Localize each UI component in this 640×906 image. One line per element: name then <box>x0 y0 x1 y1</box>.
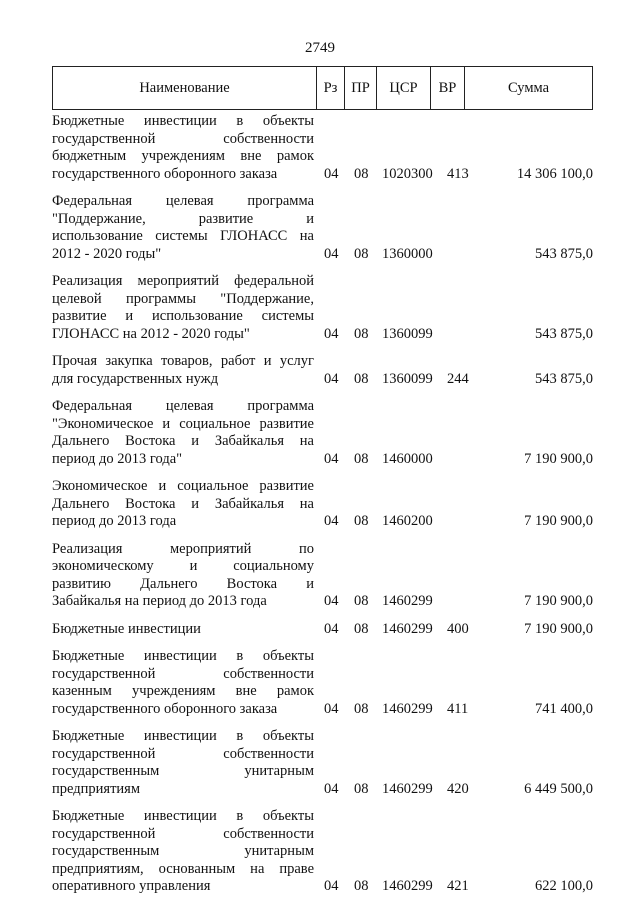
row-name-line: Реализация мероприятий федеральной <box>52 273 314 289</box>
row-csr: 1360099 <box>382 325 433 342</box>
row-name-line: Дальнего Востока и Забайкалья на <box>52 495 314 512</box>
row-pr: 08 <box>354 450 369 467</box>
row-name-line: государственного оборонного заказа <box>52 165 278 182</box>
row-name <box>52 541 314 611</box>
row-name-line: экономическому и социальному <box>52 558 314 574</box>
row-name-line: целевой программы "Поддержание, <box>52 290 314 307</box>
header-rz: Рз <box>317 67 345 109</box>
row-rz: 04 <box>324 450 339 467</box>
row-name-line: развитию Дальнего Востока и <box>52 575 314 592</box>
row-rz: 04 <box>324 620 339 637</box>
row-name-line: Дальнего Востока и Забайкалья на <box>52 433 314 449</box>
row-pr: 08 <box>354 620 369 637</box>
row-name <box>52 728 314 798</box>
row-name-line: использование системы ГЛОНАСС на <box>52 228 314 244</box>
row-name <box>52 113 314 183</box>
table-row <box>52 478 593 531</box>
row-rz: 04 <box>324 165 339 182</box>
row-name-line: период до 2013 года" <box>52 450 183 467</box>
row-name-line: "Экономическое и социальное развитие <box>52 415 314 432</box>
row-name-line: период до 2013 года <box>52 513 177 529</box>
row-name <box>52 621 314 639</box>
table-row <box>52 648 593 718</box>
row-name-line: "Поддержание, развитие и <box>52 210 314 227</box>
row-csr: 1460000 <box>382 450 433 467</box>
row-name-line: предприятиям, основанным на праве <box>52 860 314 877</box>
row-csr: 1020300 <box>382 165 433 182</box>
table-row <box>52 353 593 388</box>
row-sum: 543 875,0 <box>535 325 593 342</box>
row-rz: 04 <box>324 513 339 529</box>
row-rz: 04 <box>324 700 339 717</box>
row-name-line: государственным унитарным <box>52 763 314 779</box>
row-csr: 1460299 <box>382 593 433 609</box>
row-vr: 413 <box>447 165 469 182</box>
row-name-line: государственной собственности <box>52 130 314 147</box>
row-name <box>52 398 314 468</box>
row-name-line: Бюджетные инвестиции <box>52 620 201 637</box>
row-pr: 08 <box>354 325 369 342</box>
row-sum: 7 190 900,0 <box>524 513 593 529</box>
row-vr: 411 <box>447 700 469 717</box>
row-pr: 08 <box>354 513 369 529</box>
row-csr: 1460299 <box>382 700 433 717</box>
row-name-line: Бюджетные инвестиции в объекты <box>52 648 314 664</box>
row-name-line: Федеральная целевая программа <box>52 193 314 209</box>
header-vr: ВР <box>431 67 465 109</box>
row-pr: 08 <box>354 878 369 894</box>
row-pr: 08 <box>354 165 369 182</box>
row-rz: 04 <box>324 370 339 387</box>
table-row <box>52 808 593 896</box>
row-sum: 14 306 100,0 <box>516 165 593 182</box>
row-csr: 1360099 <box>382 370 433 387</box>
row-name-line: казенным учреждениям вне рамок <box>52 683 314 699</box>
row-name-line: Прочая закупка товаров, работ и услуг <box>52 353 314 369</box>
row-sum: 6 449 500,0 <box>524 780 593 797</box>
row-name-line: государственной собственности <box>52 825 314 842</box>
row-name-line: Бюджетные инвестиции в объекты <box>52 728 314 744</box>
row-sum: 7 190 900,0 <box>524 620 593 637</box>
table-row <box>52 193 593 263</box>
row-rz: 04 <box>324 325 339 342</box>
row-csr: 1360000 <box>382 245 433 262</box>
table-header <box>52 66 593 110</box>
row-pr: 08 <box>354 700 369 717</box>
row-name-line: развитие и использование системы <box>52 308 314 324</box>
table-row <box>52 728 593 798</box>
row-name-line: для государственных нужд <box>52 370 219 387</box>
row-sum: 543 875,0 <box>535 245 593 262</box>
row-vr: 244 <box>447 370 469 387</box>
row-name <box>52 353 314 388</box>
row-name-line: Бюджетные инвестиции в объекты <box>52 113 314 129</box>
row-pr: 08 <box>354 370 369 387</box>
table-row <box>52 621 593 639</box>
page-number: 2749 <box>305 40 335 56</box>
row-name <box>52 808 314 896</box>
row-name <box>52 193 314 263</box>
row-sum: 7 190 900,0 <box>524 593 593 609</box>
row-rz: 04 <box>324 878 339 894</box>
row-sum: 741 400,0 <box>535 700 593 717</box>
row-name-line: предприятиям <box>52 780 141 797</box>
row-vr: 420 <box>447 780 469 797</box>
row-sum: 543 875,0 <box>535 370 593 387</box>
row-sum: 7 190 900,0 <box>524 450 593 467</box>
row-name-line: государственного оборонного заказа <box>52 700 278 717</box>
row-name-line: бюджетным учреждениям вне рамок <box>52 148 314 164</box>
row-name-line: Экономическое и социальное развитие <box>52 478 314 494</box>
row-name-line: государственной собственности <box>52 665 314 682</box>
row-vr: 421 <box>447 878 469 894</box>
row-name-line: оперативного управления <box>52 878 211 894</box>
row-csr: 1460299 <box>382 620 433 637</box>
header-csr: ЦСР <box>377 67 431 109</box>
header-name: Наименование <box>53 67 317 109</box>
table-body <box>52 113 593 906</box>
row-name-line: ГЛОНАСС на 2012 - 2020 годы" <box>52 325 250 342</box>
row-pr: 08 <box>354 245 369 262</box>
row-csr: 1460299 <box>382 780 433 797</box>
table-row <box>52 273 593 343</box>
row-sum: 622 100,0 <box>535 878 593 894</box>
row-pr: 08 <box>354 593 369 609</box>
row-name <box>52 273 314 343</box>
table-row <box>52 398 593 468</box>
row-vr: 400 <box>447 620 469 637</box>
row-name-line: Федеральная целевая программа <box>52 398 314 414</box>
row-rz: 04 <box>324 780 339 797</box>
header-sum: Сумма <box>507 79 550 96</box>
row-name-line: Бюджетные инвестиции в объекты <box>52 808 314 824</box>
table-row <box>52 541 593 611</box>
header-pr: ПР <box>345 67 377 109</box>
row-rz: 04 <box>324 245 339 262</box>
table-row <box>52 113 593 183</box>
row-name-line: Реализация мероприятий по <box>52 540 314 557</box>
row-name-line: Забайкалья на период до 2013 года <box>52 593 267 609</box>
row-rz: 04 <box>324 593 339 609</box>
row-pr: 08 <box>354 780 369 797</box>
row-name <box>52 478 314 531</box>
row-csr: 1460200 <box>382 513 433 529</box>
row-name <box>52 648 314 718</box>
row-name-line: государственным унитарным <box>52 843 314 859</box>
row-name-line: 2012 - 2020 годы" <box>52 245 162 262</box>
row-name-line: государственной собственности <box>52 745 314 762</box>
row-csr: 1460299 <box>382 878 433 894</box>
